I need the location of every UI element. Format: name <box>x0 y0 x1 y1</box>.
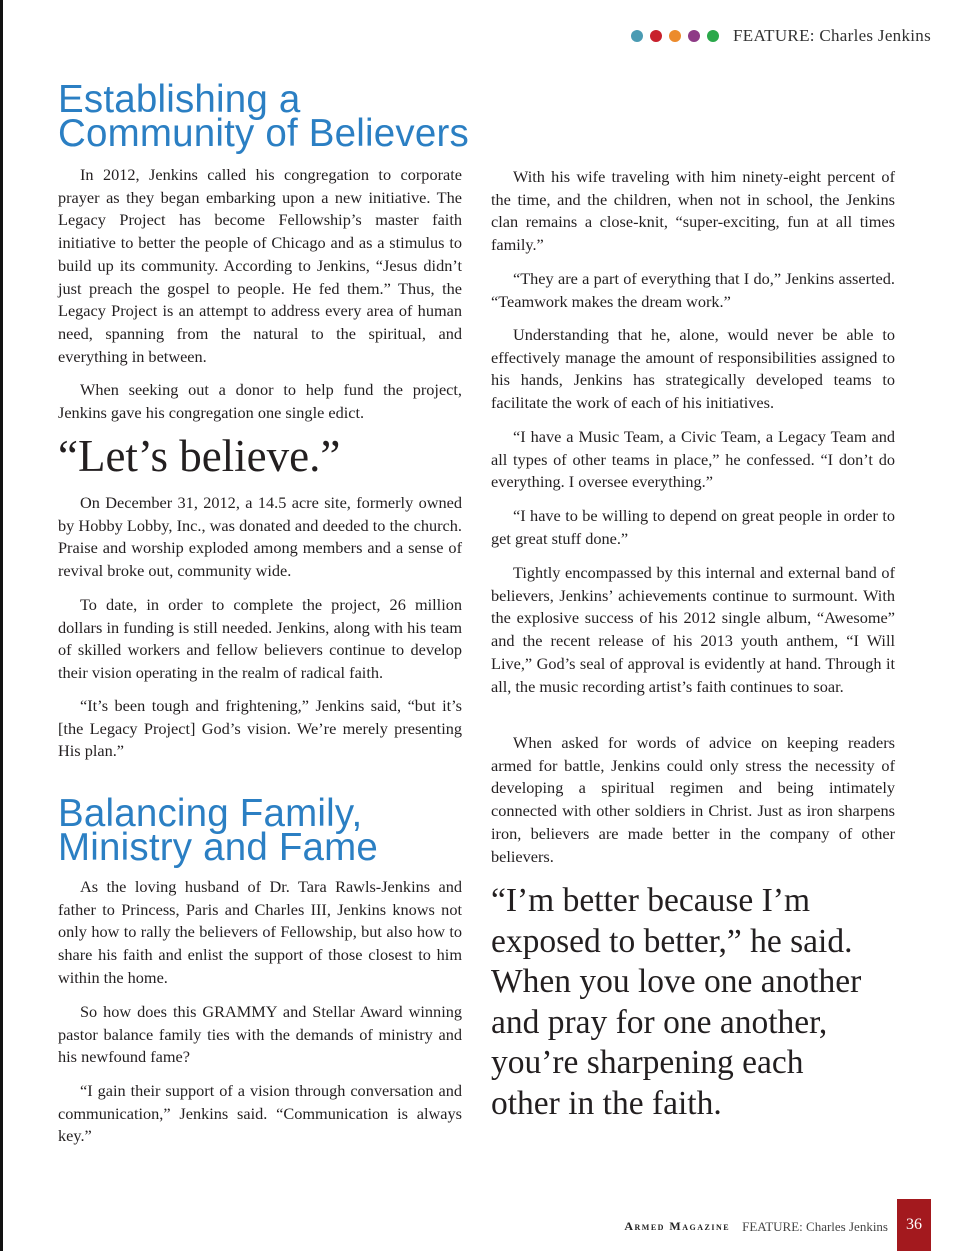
left-edge-rule <box>0 0 3 1251</box>
pull-quote-line: and pray for one another, <box>491 1003 828 1041</box>
paragraph: “They are a part of everything that I do,” Jenkins asserted. “Teamwork makes the dream work.” <box>491 269 895 311</box>
footer-magazine-name: Armed Magazine <box>624 1219 731 1233</box>
pull-quote-lets-believe: “Let’s believe.” <box>58 431 341 481</box>
paragraph: “It’s been tough and frightening,” Jenkins said, “but it’s [the Legacy Project] God’s vision. We’re merely presenting His plan.” <box>58 696 462 761</box>
paragraph: When asked for words of advice on keeping readers armed for battle, Jenkins could only stress the necessity of developing a spiritual regimen and being intimately connected with other soldiers in Christ. Just as iron sharpens iron, believers are made better in the company of other believers. <box>491 733 895 866</box>
paragraph: In 2012, Jenkins called his congregation to corporate prayer as they began embarking upon a new initiative. The Legacy Project has become Fellowship’s master faith initiative to better the people of Chicago and as a stimulus to build up its community. According to Jenkins, “Jesus didn’t just preach the gospel to people. He fed them.” Thus, the Legacy Project is an attempt to address every area of human need, spanning from the natural to the spiritual, and everything in between. <box>58 165 462 366</box>
title-line-1: Establishing a <box>58 78 301 121</box>
pull-quote-line: When you love one another <box>491 963 862 1000</box>
page-footer <box>624 1199 931 1251</box>
pull-quote-line: exposed to better,” he said. <box>491 922 853 960</box>
dot-green <box>707 30 719 42</box>
header-label: FEATURE: Charles Jenkins <box>733 26 931 45</box>
paragraph: “I gain their support of a vision through conversation and communication,” Jenkins said. “Communication is always key.” <box>58 1081 462 1146</box>
title-line-2: Ministry and Fame <box>58 826 379 869</box>
color-dots <box>631 30 719 42</box>
dot-red <box>650 30 662 42</box>
pull-quote-line: “I’m better because I’m <box>491 882 811 919</box>
section-title-family <box>58 792 498 869</box>
paragraph: “I have a Music Team, a Civic Team, a Legacy Team and all types of other teams in place,” he confessed. “I don’t do everything. I oversee everything.” <box>491 427 895 492</box>
paragraph: When seeking out a donor to help fund the project, Jenkins gave his congregation one single edict. <box>58 380 462 422</box>
footer-feature-label: FEATURE: Charles Jenkins <box>742 1219 888 1234</box>
dot-purple <box>688 30 700 42</box>
paragraph: “I have to be willing to depend on great people in order to get great stuff done.” <box>491 506 895 548</box>
paragraph: So how does this GRAMMY and Stellar Award winning pastor balance family ties with the demands of ministry and his newfound fame? <box>58 1002 462 1067</box>
paragraph: To date, in order to complete the project, 26 million dollars in funding is still needed. Jenkins, along with his team of skilled workers and fellow believers continue to develop their vision operating in the realm of radical faith. <box>58 595 462 683</box>
dot-orange <box>669 30 681 42</box>
pull-quote-better <box>491 881 931 1124</box>
paragraph: Tightly encompassed by this internal and external band of believers, Jenkins’ achievements continue to surmount. With the explosive success of his 2012 single album, “Awesome” and the recent release of his 2013 youth anthem, “I Will Live,” God’s seal of approval is evidently at hand. Through it all, the music recording artist’s faith continues to soar. <box>491 563 895 696</box>
paragraph: Understanding that he, alone, would never be able to effectively manage the amount of responsibilities assigned to his hands, Jenkins has strategically developed teams to facilitate the work of each of his initiatives. <box>491 325 895 413</box>
page-number-box <box>897 1199 931 1251</box>
pull-quote-line: other in the faith. <box>491 1084 722 1122</box>
page-header <box>631 26 931 46</box>
dot-teal <box>631 30 643 42</box>
paragraph: With his wife traveling with him ninety-eight percent of the time, and the children, when not in school, the Jenkins clan remains a close-knit, “super-exciting, fun at all times family.” <box>491 167 895 255</box>
title-line-1: Balancing Family, <box>58 792 363 835</box>
title-line-2: Community of Believers <box>58 112 469 155</box>
paragraph: As the loving husband of Dr. Tara Rawls-Jenkins and father to Princess, Paris and Charles III, Jenkins knows not only how to rally the believers of Fellowship, but also how to share his faith and enlist the support of those closest to him within the home. <box>58 877 462 987</box>
section-title-community <box>58 78 498 155</box>
pull-quote-line: you’re sharpening each <box>491 1044 804 1081</box>
page-number: 36 <box>906 1216 922 1233</box>
paragraph: On December 31, 2012, a 14.5 acre site, formerly owned by Hobby Lobby, Inc., was donated and deeded to the church. Praise and worship exploded among members and a sense of revival broke out, community wide. <box>58 493 462 581</box>
